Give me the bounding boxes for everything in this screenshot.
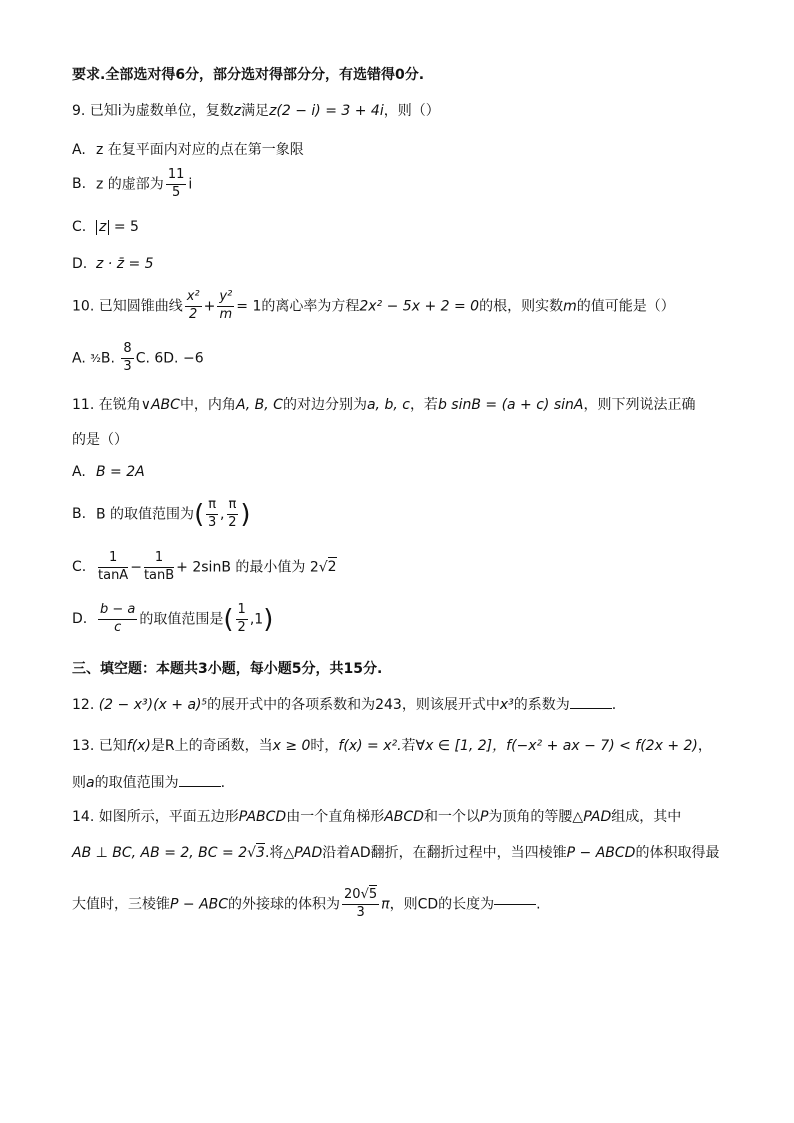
q9-option-d	[72, 257, 154, 271]
q9-equation: z(2 − i) = 3 + 4i	[269, 103, 384, 119]
q11-opt-d-d: 2	[237, 619, 246, 635]
q11-sides: a, b, c	[366, 397, 410, 413]
q10-f2-den: m	[219, 306, 233, 322]
q12-term: x³	[499, 697, 514, 713]
q10-opt-c: C. 6	[135, 350, 164, 367]
q14-line2-d: 的体积取得最	[635, 845, 720, 861]
q11-option-d: D. $\frac{b - a}{c}$ 的取值范围是( $\frac{1}{2}$ ,1)	[72, 602, 274, 635]
q13-stem-d: 若	[401, 738, 416, 754]
q13-stem-line2	[72, 776, 225, 790]
q9-opt-c-abs: z	[96, 220, 109, 235]
q10-opt-d-label: D.	[163, 350, 179, 367]
q10-options	[72, 342, 204, 375]
q11-opt-c-label: C.	[72, 559, 87, 576]
q13-end: .	[220, 775, 226, 791]
q10-opt-d-val: −6	[182, 350, 204, 367]
q11-opt-a-text: B = 2A	[96, 464, 145, 480]
q11-opt-d-r: 1	[254, 611, 264, 628]
q14-line1-d: 为顶角的等腰△	[488, 809, 584, 825]
q14-line3-a: 大值时，三棱锥	[72, 896, 170, 913]
q11-stem-e: ，则下列说法正确	[583, 397, 696, 413]
q11-opt-c-n2: 1	[144, 551, 174, 568]
q14-line1-a: 14. 如图所示，平面五边形	[72, 809, 239, 825]
q11-stem-a: 11. 在锐角∨	[72, 397, 151, 413]
q11-opt-b-text: B 的取值范围为	[96, 506, 195, 523]
q10-eq2: 2x² − 5x + 2 = 0	[359, 298, 480, 315]
q14-vol-pi: π	[381, 896, 390, 913]
q14-line2: AB ⊥ BC, AB = 2, BC = 2√3.将△PAD沿着AD翻折，在翻折过程中，当四棱锥P − ABCD的体积取得最	[72, 845, 720, 861]
q13-stem-line1	[72, 739, 712, 753]
q9-opt-a-label: A.	[72, 142, 86, 158]
q11-opt-c-d2: tanB	[143, 567, 175, 583]
q9-opt-b-text: z 的虚部为	[96, 176, 164, 193]
q11-opt-c-minus: −	[130, 559, 142, 576]
q9-option-c	[72, 220, 139, 235]
q9-opt-d-label: D.	[72, 256, 88, 272]
q10-var: m	[563, 298, 577, 315]
q14-vol-rad: 5	[368, 887, 378, 902]
q13-cond3: ∀x ∈ [1, 2]，f(−x² + ax − 7) < f(2x + 2)	[415, 738, 698, 754]
q9-opt-b-den: 5	[171, 184, 181, 200]
q14-line1	[72, 810, 681, 824]
q11-stem-line2: 的是（）	[72, 432, 128, 448]
q11-opt-d-n: 1	[236, 603, 248, 620]
q13-answer-blank[interactable]	[179, 785, 221, 787]
q11-opt-d-num: b − a	[98, 603, 137, 620]
q11-opt-b-r2: 2	[228, 514, 237, 530]
q14-line3: 大值时，三棱锥P − ABC的外接球的体积为 $\frac{20√5}{3}$ π，则CD的长度为 .	[72, 887, 541, 920]
q10-opt-b-label: B.	[100, 350, 115, 367]
q10-f1-num: x²	[185, 290, 202, 307]
q11-opt-c-val: 2	[309, 559, 319, 576]
q9-opt-a-text: z 在复平面内对应的点在第一象限	[96, 142, 304, 158]
q11-cond: b sinB = (a + c) sinA	[437, 397, 584, 413]
q14-answer-blank[interactable]	[494, 903, 536, 905]
q14-line3-pyr: P − ABC	[170, 896, 229, 913]
q10-stem-c: 的根，则实数	[479, 298, 564, 315]
q10-stem	[72, 290, 675, 323]
q14-vol-num: 20	[344, 887, 361, 902]
q9-stem-c: ，则（）	[383, 103, 440, 119]
q10-plus: +	[203, 298, 216, 315]
q14-line1-c: 和一个以	[423, 809, 480, 825]
q11-tri: ABC	[150, 397, 180, 413]
q11-opt-d-label: D.	[72, 611, 88, 628]
q10-eq1: = 1	[236, 298, 262, 315]
q11-opt-d-text: 的取值范围是	[139, 611, 224, 628]
q11-option-a	[72, 465, 145, 479]
q13-line2-var: a	[86, 775, 95, 791]
q12-end: .	[611, 697, 617, 713]
q13-line2-b: 的取值范围为	[94, 775, 179, 791]
q9-stem: 9. 已知i为虚数单位，复数z满足z(2 − i) = 3 + 4i，则（）	[72, 103, 440, 119]
q14-line2-a: AB ⊥ BC, AB = 2, BC = 2	[72, 845, 248, 861]
requirement-text: 要求.全部选对得6分，部分选对得部分分，有选错得0分.	[72, 67, 425, 83]
q11-opt-a-label: A.	[72, 464, 86, 480]
q12-expr: (2 − x³)(x + a)⁵	[98, 697, 208, 713]
q14-vert: P	[479, 809, 489, 825]
q11-opt-b-label: B.	[72, 506, 87, 523]
q9-opt-b-num: 11	[166, 168, 187, 185]
q14-trap: ABCD	[384, 809, 424, 825]
q9-opt-d-text: z · z̄ = 5	[96, 256, 154, 272]
q11-opt-c-rad: 2	[327, 559, 337, 576]
q9-stem-b: 满足	[241, 103, 270, 119]
q13-stem-e: ，	[697, 738, 712, 754]
q11-opt-b-l1: π	[206, 498, 218, 515]
q12-stem	[72, 698, 616, 712]
q13-line2-a: 则	[72, 775, 86, 791]
q13-stem-c: 时，	[310, 738, 339, 754]
q10-stem-a: 10. 已知圆锥曲线	[72, 298, 183, 315]
q9-option-a	[72, 143, 304, 157]
q9-stem-a: 9. 已知i为虚数单位，复数	[72, 103, 234, 119]
q11-opt-b-r1: π	[227, 498, 239, 515]
q11-option-c: C. $\frac{1}{\tan A}$ − $\frac{1}{\tan B}$ + 2sinB 的最小值为 2√2	[72, 550, 337, 583]
q14-line2-rad: 3	[256, 845, 265, 861]
q14-line1-b: 由一个直角梯形	[286, 809, 385, 825]
q14-end: .	[536, 896, 541, 913]
q11-stem-b: 中，内角	[179, 397, 236, 413]
q14-line2-tri: PAD	[294, 845, 323, 861]
q10-opt-b-den: 3	[123, 358, 132, 374]
q10-f2-num: y²	[217, 290, 234, 307]
q11-option-b: B. B 的取值范围为( $\frac{\pi}{3}$ , $\frac{\pi}{2}$ )	[72, 497, 251, 530]
q9-opt-b-label: B.	[72, 176, 87, 193]
q9-opt-c-label: C.	[72, 219, 87, 235]
section3-title: 三、填空题：本题共3小题，每小题5分，共15分.	[72, 661, 383, 677]
q9-opt-b-tail: i	[188, 176, 193, 193]
q13-fx: f(x)	[126, 738, 151, 754]
q11-opt-d-den: c	[114, 619, 122, 635]
q12-answer-blank[interactable]	[570, 707, 612, 709]
q14-vol-den: 3	[356, 904, 365, 920]
q14-line2-pyr: P − ABCD	[566, 845, 636, 861]
q13-stem-a: 13. 已知	[72, 738, 127, 754]
q10-stem-d: 的值可能是（）	[576, 298, 675, 315]
q9-opt-c-eq: = 5	[113, 219, 139, 235]
q10-opt-b-num: 8	[121, 342, 133, 359]
q11-opt-c-n1: 1	[98, 551, 128, 568]
q11-opt-c-text: 的最小值为	[235, 559, 306, 576]
q12-stem-a: 12.	[72, 697, 95, 713]
q11-stem-line1	[72, 398, 695, 412]
q13-stem-b: 是R上的奇函数，当	[150, 738, 273, 754]
q10-f1-den: 2	[189, 306, 198, 322]
q11-stem-c: 的对边分别为	[282, 397, 367, 413]
q11-angles: A, B, C	[235, 397, 283, 413]
q10-stem-b: 的离心率为方程	[261, 298, 360, 315]
q12-stem-b: 的展开式中的各项系数和为243，则该展开式中	[207, 697, 500, 713]
q14-tri: PAD	[583, 809, 612, 825]
q14-line2-b: .将△	[264, 845, 295, 861]
q11-opt-c-tail: + 2sinB	[176, 559, 231, 576]
q11-opt-c-d1: tanA	[98, 567, 129, 583]
q12-stem-c: 的系数为	[513, 697, 570, 713]
q11-stem-d: ，若	[409, 397, 438, 413]
q10-opt-a-label: A.	[72, 350, 86, 367]
q11-opt-b-l2: 3	[207, 514, 217, 530]
q10-opt-a-val: ³⁄₂	[90, 351, 101, 365]
q14-line3-c: ，则CD的长度为	[389, 896, 495, 913]
q14-line1-e: 组成，其中	[611, 809, 682, 825]
q13-cond1: x ≥ 0	[272, 738, 311, 754]
q13-cond2: f(x) = x².	[338, 738, 402, 754]
q9-option-b	[72, 168, 192, 201]
q14-line3-b: 的外接球的体积为	[228, 896, 341, 913]
q14-line2-c: 沿着AD翻折，在翻折过程中，当四棱锥	[322, 845, 567, 861]
q14-pent: PABCD	[238, 809, 287, 825]
